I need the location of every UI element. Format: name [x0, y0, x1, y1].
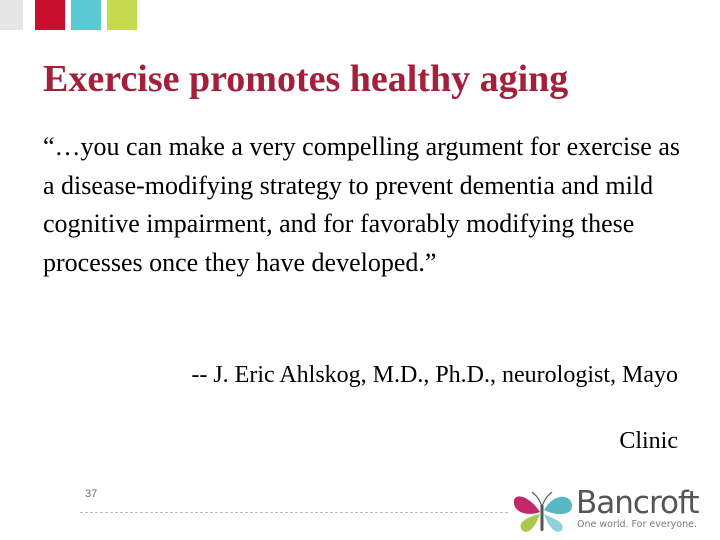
accent-block-lime: [107, 0, 137, 30]
accent-block-grey: [0, 0, 23, 30]
logo-tagline: One world. For everyone.: [577, 519, 697, 530]
slide-title: Exercise promotes healthy aging: [43, 58, 569, 100]
footer-divider: [80, 512, 508, 513]
logo-name: Bancroft: [576, 485, 699, 521]
accent-block-teal: [71, 0, 101, 30]
page-number: 37: [85, 488, 98, 500]
quote-text: “…you can make a very compelling argument for exercise as a disease-modifying strategy to prevent dementia and mild cognitive impairment, and for favorably modifying these processes once they have developed.”: [43, 132, 680, 277]
attribution-line-1: -- J. Eric Ahlskog, M.D., Ph.D., neurologist, Mayo: [191, 362, 678, 388]
butterfly-logo-icon: [508, 488, 576, 534]
accent-block-red: [35, 0, 65, 30]
attribution-line-2: Clinic: [619, 428, 678, 454]
accent-bar: [0, 0, 143, 30]
bancroft-logo: [508, 485, 708, 534]
